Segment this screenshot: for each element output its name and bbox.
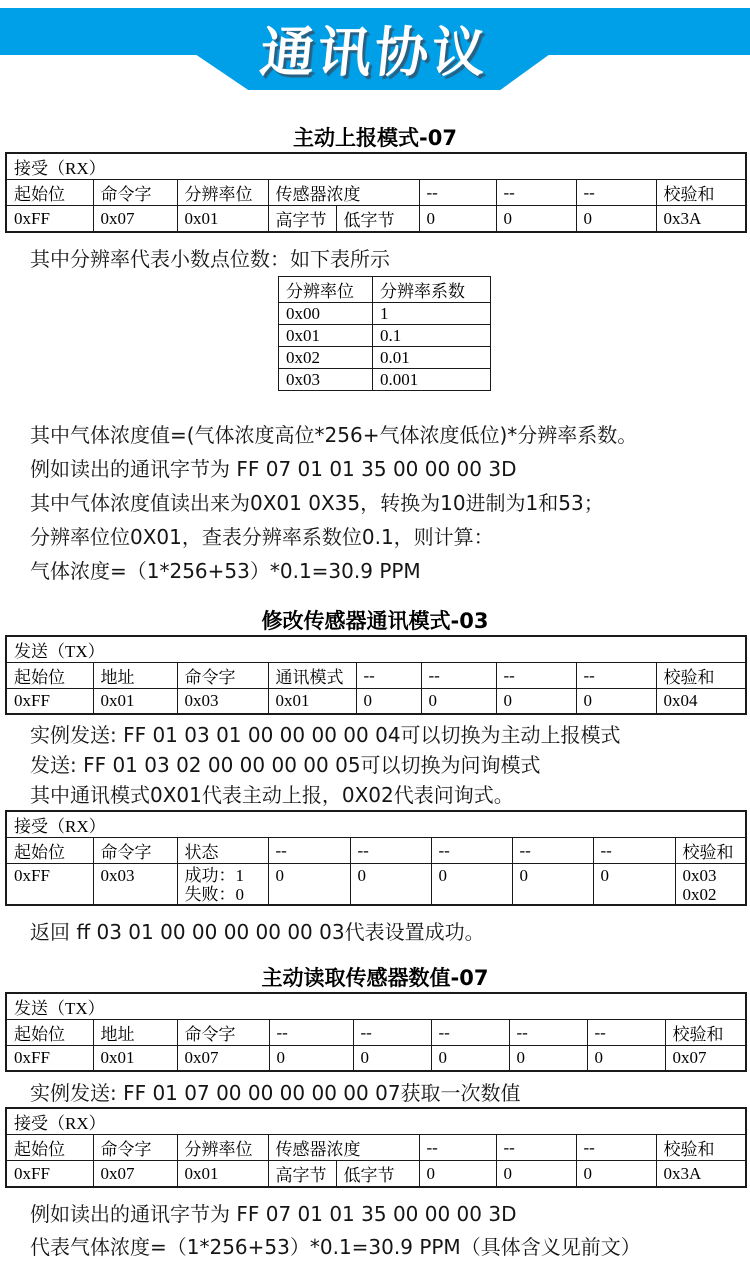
column-header: -- [269,1020,353,1046]
cell-value-checksum [675,864,746,906]
cell-value: 0.01 [373,347,491,369]
cell-value: 0x3A [656,1161,746,1188]
column-header: -- [356,663,421,689]
cell-value: 0 [269,1046,353,1072]
mode-switch-examples [30,720,750,810]
table-caption: 接受（RX） [6,1108,746,1135]
table-caption: 发送（TX） [6,993,746,1020]
cell-value: 0x02 [279,347,373,369]
cell-value: 0x03 [177,689,268,715]
column-header: -- [512,838,593,864]
column-header: 传感器浓度 [268,180,419,206]
paragraph-line: 分辨率位位0X01，查表分辨率系数位0.1，则计算： [30,525,494,549]
cell-value: 0 [496,689,576,715]
table-caption: 接受（RX） [6,153,746,180]
cell-value: 0 [356,689,421,715]
column-header: 传感器浓度 [268,1135,419,1161]
cell-value: 0 [576,206,656,233]
column-header: 校验和 [656,1135,746,1161]
cell-value: 0.1 [373,325,491,347]
cell-value: 0 [496,206,576,233]
cell-value: 0x07 [93,206,177,233]
cell-value: 0x07 [93,1161,177,1188]
cell-value: 0x07 [177,1046,269,1072]
cell-value: 1 [373,303,491,325]
cell-value: 0 [587,1046,665,1072]
read-example-note: 实例发送: FF 01 07 00 00 00 00 00 07获取一次数值 [30,1081,521,1105]
cell-value: 0.001 [373,369,491,391]
column-header: -- [496,1135,576,1161]
table-row [279,325,491,347]
column-header: 命令字 [93,1135,177,1161]
column-header: -- [419,180,496,206]
cell-value: 0x01 [268,689,356,715]
cell-value: 0 [431,1046,509,1072]
cell-value: 0x3A [656,206,746,233]
cell-value: 0x01 [93,689,177,715]
column-header: -- [576,180,656,206]
column-header: -- [431,838,512,864]
column-header: 分辨率系数 [373,277,491,303]
page-title: 通讯协议 [257,21,492,84]
column-header: 分辨率位 [177,1135,268,1161]
column-header: 起始位 [6,1020,93,1046]
banner [0,0,750,92]
cell-value: 0 [576,689,656,715]
column-header: 校验和 [675,838,746,864]
column-header: -- [419,1135,496,1161]
column-header: 命令字 [177,1020,269,1046]
column-header: -- [576,1135,656,1161]
checksum-success: 0x03 [682,866,717,885]
cell-value: 0xFF [6,1161,93,1188]
cell-value: 0x01 [177,206,268,233]
cell-value: 低字节 [336,1161,419,1188]
column-header: 状态 [177,838,268,864]
column-header: 起始位 [6,838,93,864]
paragraph-line: 其中通讯模式0X01代表主动上报，0X02代表问询式。 [30,783,514,807]
paragraph-line: 发送: FF 01 03 02 00 00 00 00 05可以切换为问询模式 [30,753,541,777]
cell-value: 0xFF [6,206,93,233]
column-header: 分辨率位 [279,277,373,303]
section-title-active-report-mode: 主动上报模式-07 [293,126,457,150]
rx-table-change-mode-ack [5,810,747,906]
cell-value: 0 [268,864,350,906]
cell-value: 0x04 [656,689,746,715]
resolution-table [278,276,491,391]
column-header: -- [431,1020,509,1046]
cell-value: 0x03 [93,864,177,906]
cell-value: 0xFF [6,864,93,906]
setting-success-note: 返回 ff 03 01 00 00 00 00 00 03代表设置成功。 [30,920,485,944]
paragraph-line: 其中气体浓度值=(气体浓度高位*256+气体浓度低位)*分辨率系数。 [30,423,638,447]
column-header: 地址 [93,663,177,689]
column-header: -- [350,838,431,864]
table-row [279,369,491,391]
cell-value: 0x01 [177,1161,268,1188]
rx-table-read-value [5,1107,747,1188]
column-header: 校验和 [656,663,746,689]
cell-value: 0 [350,864,431,906]
tx-table-read-value [5,992,747,1072]
tx-table-change-mode [5,635,747,715]
column-header: 命令字 [93,180,177,206]
paragraph-line: 例如读出的通讯字节为 FF 07 01 01 35 00 00 00 3D [30,457,517,481]
column-header: -- [496,180,576,206]
cell-value: 0xFF [6,689,93,715]
column-header: -- [509,1020,587,1046]
cell-value: 0 [421,689,496,715]
cell-value: 0 [419,206,496,233]
final-explanation [30,1198,750,1264]
table-caption: 接受（RX） [6,811,746,838]
cell-value: 0 [353,1046,431,1072]
cell-value: 0 [512,864,593,906]
column-header: 校验和 [656,180,746,206]
cell-value: 0 [576,1161,656,1188]
column-header: 校验和 [665,1020,746,1046]
cell-value: 0 [593,864,675,906]
column-header: -- [421,663,496,689]
table-row [279,347,491,369]
column-header: -- [268,838,350,864]
cell-value: 高字节 [268,1161,336,1188]
cell-value: 0 [431,864,512,906]
paragraph-line: 代表气体浓度=（1*256+53）*0.1=30.9 PPM（具体含义见前文） [30,1235,641,1259]
rx-table-active-report [5,152,747,233]
cell-value: 0x07 [665,1046,746,1072]
section-title-active-read: 主动读取传感器数值-07 [261,966,489,990]
status-success: 成功：1 [184,866,244,885]
column-header: -- [587,1020,665,1046]
paragraph-line: 例如读出的通讯字节为 FF 07 01 01 35 00 00 00 3D [30,1202,517,1226]
resolution-note: 其中分辨率代表小数点位数：如下表所示 [30,247,390,271]
cell-value: 0xFF [6,1046,93,1072]
paragraph-line: 其中气体浓度值读出来为0X01 0X35，转换为10进制为1和53； [30,491,604,515]
cell-value: 0x01 [279,325,373,347]
column-header: 起始位 [6,180,93,206]
cell-value: 0 [419,1161,496,1188]
cell-value: 低字节 [336,206,419,233]
column-header: 分辨率位 [177,180,268,206]
cell-value: 0x00 [279,303,373,325]
status-fail: 失败：0 [184,885,244,904]
table-row [279,303,491,325]
paragraph-line: 实例发送: FF 01 03 01 00 00 00 00 04可以切换为主动上报模式 [30,723,621,747]
column-header: 命令字 [93,838,177,864]
column-header: -- [496,663,576,689]
column-header: -- [576,663,656,689]
cell-value: 0 [509,1046,587,1072]
cell-value: 0x01 [93,1046,177,1072]
table-caption: 发送（TX） [6,636,746,663]
column-header: 起始位 [6,663,93,689]
section-title-change-comm-mode: 修改传感器通讯模式-03 [261,609,489,633]
column-header: -- [593,838,675,864]
column-header: 命令字 [177,663,268,689]
column-header: -- [353,1020,431,1046]
column-header: 通讯模式 [268,663,356,689]
concentration-explanation [30,418,750,588]
cell-value: 0x03 [279,369,373,391]
cell-value-status [177,864,268,906]
column-header: 起始位 [6,1135,93,1161]
cell-value: 0 [496,1161,576,1188]
checksum-fail: 0x02 [682,885,717,904]
paragraph-line: 气体浓度=（1*256+53）*0.1=30.9 PPM [30,559,421,583]
cell-value: 高字节 [268,206,336,233]
column-header: 地址 [93,1020,177,1046]
